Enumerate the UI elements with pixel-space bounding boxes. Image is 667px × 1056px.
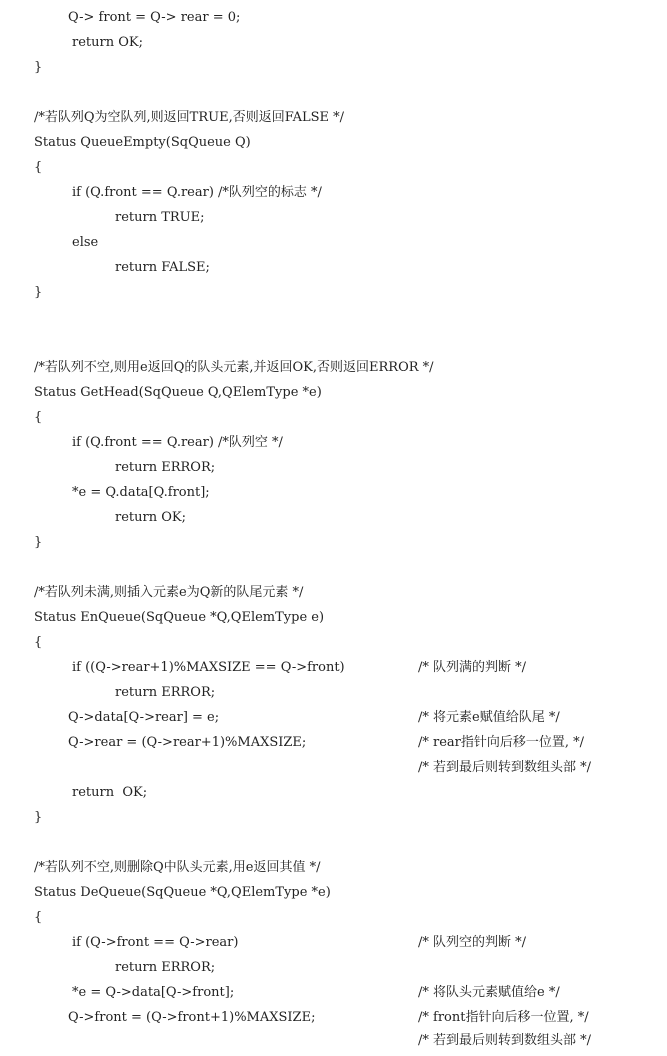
- code-line: return OK;: [72, 35, 143, 50]
- code-line: return FALSE;: [115, 260, 210, 275]
- comment-line: /*若队列不空,则删除Q中队头元素,用e返回其值 */: [34, 860, 321, 875]
- code-line: return ERROR;: [115, 460, 216, 475]
- code-line: Q->front = (Q->front+1)%MAXSIZE;: [68, 1010, 316, 1025]
- inline-comment: /* rear指针向后移一位置, */: [418, 735, 585, 750]
- inline-comment: /* front指针向后移一位置, */: [418, 1010, 589, 1025]
- code-line: }: [34, 535, 43, 550]
- code-line: }: [34, 60, 43, 75]
- code-line: *e = Q.data[Q.front];: [72, 485, 210, 500]
- code-line: {: [34, 635, 43, 650]
- code-line: if (Q.front == Q.rear) /*队列空的标志 */: [72, 185, 322, 200]
- code-line: if (Q->front == Q->rear): [72, 935, 239, 950]
- code-line: Q-> front = Q-> rear = 0;: [68, 10, 241, 25]
- inline-comment: /* 将队头元素赋值给e */: [418, 985, 560, 1000]
- comment-line: /*若队列Q为空队列,则返回TRUE,否则返回FALSE */: [34, 110, 345, 125]
- code-line: return TRUE;: [115, 210, 205, 225]
- inline-comment: /* 队列空的判断 */: [418, 935, 527, 950]
- code-line: {: [34, 910, 43, 925]
- code-line: return OK;: [72, 785, 148, 800]
- code-line: else: [72, 235, 99, 250]
- code-line: return ERROR;: [115, 685, 216, 700]
- code-line: if ((Q->rear+1)%MAXSIZE == Q->front): [72, 660, 345, 675]
- code-line: return ERROR;: [115, 960, 216, 975]
- function-signature: Status EnQueue(SqQueue *Q,QElemType e): [34, 610, 325, 625]
- code-line: {: [34, 160, 43, 175]
- code-line: *e = Q->data[Q->front];: [72, 985, 235, 1000]
- code-line: Q->rear = (Q->rear+1)%MAXSIZE;: [68, 735, 307, 750]
- comment-line: /*若队列未满,则插入元素e为Q新的队尾元素 */: [34, 585, 304, 600]
- code-line: }: [34, 285, 43, 300]
- function-signature: Status DeQueue(SqQueue *Q,QElemType *e): [34, 885, 331, 900]
- function-signature: Status QueueEmpty(SqQueue Q): [34, 135, 251, 150]
- inline-comment: /* 若到最后则转到数组头部 */: [418, 760, 592, 775]
- inline-comment: /* 将元素e赋值给队尾 */: [418, 710, 560, 725]
- inline-comment: /* 队列满的判断 */: [418, 660, 527, 675]
- function-signature: Status GetHead(SqQueue Q,QElemType *e): [34, 385, 322, 400]
- code-line: Q->data[Q->rear] = e;: [68, 710, 220, 725]
- code-line: }: [34, 810, 43, 825]
- code-line: if (Q.front == Q.rear) /*队列空 */: [72, 435, 283, 450]
- code-line: {: [34, 410, 43, 425]
- comment-line: /*若队列不空,则用e返回Q的队头元素,并返回OK,否则返回ERROR */: [34, 360, 434, 375]
- inline-comment: /* 若到最后则转到数组头部 */: [418, 1033, 592, 1048]
- code-line: return OK;: [115, 510, 186, 525]
